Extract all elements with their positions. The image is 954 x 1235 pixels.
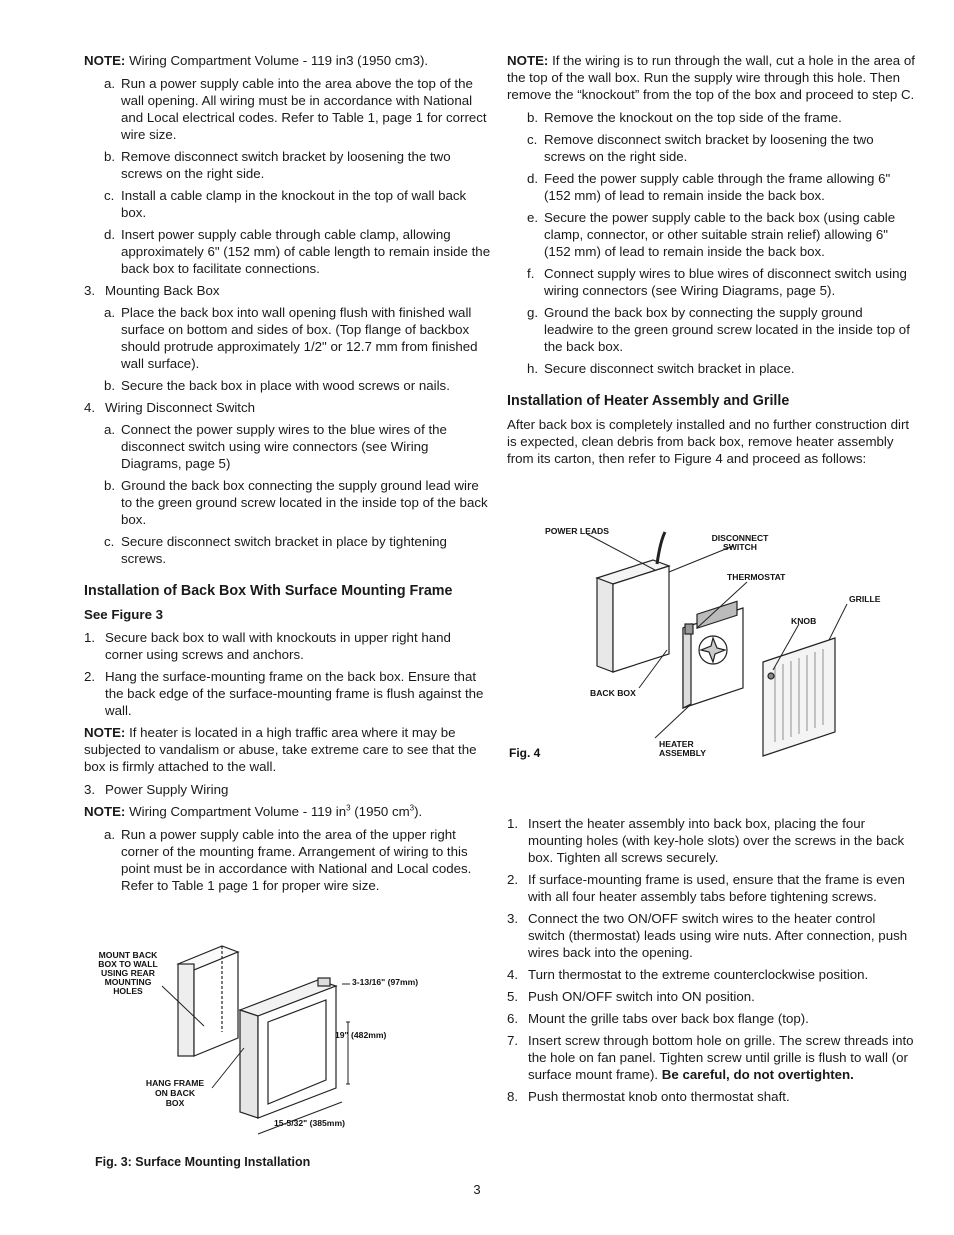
figure-3-surface-mounting bbox=[92, 938, 462, 1148]
item-text: Remove disconnect switch bracket by loosening the two screws on the right side. bbox=[544, 132, 874, 164]
left-column bbox=[84, 52, 492, 899]
item-label: h. bbox=[527, 361, 539, 376]
item-label: f. bbox=[527, 266, 535, 281]
fig3-text: HANG FRAME bbox=[145, 1078, 205, 1088]
step-text: Wiring Disconnect Switch bbox=[105, 400, 256, 415]
superscript: 3 bbox=[409, 803, 415, 813]
item-label: a. bbox=[104, 827, 116, 842]
step-number: 8. bbox=[507, 1089, 519, 1104]
note-label: NOTE: bbox=[84, 725, 126, 740]
list-item bbox=[84, 477, 492, 528]
step-number: 1. bbox=[84, 630, 96, 645]
list-item bbox=[84, 226, 492, 277]
fig3-text: ON BACK bbox=[154, 1088, 196, 1098]
list-item bbox=[507, 265, 915, 299]
note-wiring-volume-2 bbox=[84, 803, 492, 820]
note-label: NOTE: bbox=[84, 53, 126, 68]
item-label: c. bbox=[527, 132, 538, 147]
item-label: e. bbox=[527, 210, 539, 225]
step-text: Secure back box to wall with knockouts in upper right hand corner using screws and anchors. bbox=[105, 630, 451, 662]
list-item bbox=[507, 304, 915, 355]
list-item bbox=[84, 75, 492, 143]
note-wiring-through-wall bbox=[507, 52, 915, 103]
figure-4-drawing bbox=[507, 520, 917, 770]
item-text: Remove the knockout on the top side of the frame. bbox=[544, 110, 842, 125]
step-wiring-disconnect bbox=[84, 399, 492, 416]
list-item bbox=[507, 1032, 915, 1083]
step-text: Push ON/OFF switch into ON position. bbox=[528, 989, 755, 1004]
item-text: Feed the power supply cable through the frame allowing 6" (152 mm) of lead to remain inside the back box. bbox=[544, 171, 891, 203]
step-mounting-back-box bbox=[84, 282, 492, 299]
step-number: 2. bbox=[84, 669, 96, 684]
step-text: If surface-mounting frame is used, ensure that the frame is even with all four heater assembly tabs before tightening screws. bbox=[528, 872, 905, 904]
dimension-depth: 3-13/16" (97mm) bbox=[352, 977, 419, 987]
list-item bbox=[507, 109, 915, 126]
list-item bbox=[507, 815, 915, 866]
item-label: c. bbox=[104, 534, 115, 549]
fig4-text: HEATER bbox=[659, 739, 694, 749]
step-text: Hang the surface-mounting frame on the back box. Ensure that the back edge of the surface-mounting frame is flush against the wall. bbox=[105, 669, 484, 718]
item-label: b. bbox=[104, 378, 116, 393]
item-text: Secure disconnect switch bracket in place. bbox=[544, 361, 795, 376]
item-label: b. bbox=[104, 149, 116, 164]
label-back-box: BACK BOX bbox=[590, 688, 636, 698]
heater-steps bbox=[507, 815, 915, 1110]
item-label: a. bbox=[104, 422, 116, 437]
list-item bbox=[507, 360, 915, 377]
list-item bbox=[84, 377, 492, 394]
step-number: 2. bbox=[507, 872, 519, 887]
list-item bbox=[507, 988, 915, 1005]
section-heading-surface-mounting: Installation of Back Box With Surface Mounting Frame bbox=[84, 583, 453, 599]
label-heater-assembly bbox=[659, 739, 706, 758]
step-number: 4. bbox=[507, 967, 519, 982]
fig3-text: BOX bbox=[165, 1098, 185, 1108]
list-item bbox=[84, 148, 492, 182]
note-label: NOTE: bbox=[84, 804, 126, 819]
list-item bbox=[507, 1010, 915, 1027]
step-number: 6. bbox=[507, 1011, 519, 1026]
item-text: Secure disconnect switch bracket in place by tightening screws. bbox=[121, 534, 447, 566]
item-label: g. bbox=[527, 305, 539, 320]
mount-back-box-label bbox=[98, 950, 158, 996]
warning-text: Be careful, do not overtighten. bbox=[661, 1067, 854, 1082]
item-label: d. bbox=[527, 171, 539, 186]
item-label: b. bbox=[527, 110, 539, 125]
list-item bbox=[507, 910, 915, 961]
step-text: Insert screw through bottom hole on grille. The screw threads into the hole on fan panel. Tighten screw until grille is flush to wall (or surface mount frame). bbox=[528, 1033, 914, 1082]
fig3-text: HOLES bbox=[113, 986, 143, 996]
step-number: 3. bbox=[84, 782, 96, 797]
item-text: Run a power supply cable into the area of the upper right corner of the mounting frame. Arrangement of wiring to this point must be in accordance with National and Local codes. Refer to Table 1 page 1 for proper wire size. bbox=[121, 827, 472, 893]
step-text: Insert the heater assembly into back box, placing the four mounting holes (with key-hole slots) over the screws in the back box. Tighten all screws securely. bbox=[528, 816, 905, 865]
list-item bbox=[84, 629, 492, 663]
item-text: Install a cable clamp in the knockout in the top of wall back box. bbox=[121, 188, 467, 220]
list-item bbox=[84, 668, 492, 719]
item-label: a. bbox=[104, 305, 116, 320]
item-text: Run a power supply cable into the area above the top of the wall opening. All wiring must be in accordance with National and Local electrical codes. Refer to Table 1, page 1 for correct wire size. bbox=[121, 76, 487, 142]
note-text: ). bbox=[414, 804, 423, 819]
step-text: Power Supply Wiring bbox=[105, 782, 229, 797]
intro-paragraph: After back box is completely installed and no further construction dirt is expected, clean debris from back box, remove heater assembly from its carton, then refer to Figure 4 and proceed as follows: bbox=[507, 417, 910, 466]
fig3-text: MOUNTING bbox=[104, 977, 152, 987]
right-column bbox=[507, 52, 915, 472]
item-text: Secure the back box in place with wood screws or nails. bbox=[121, 378, 450, 393]
item-text: Remove disconnect switch bracket by loosening the two screws on the right side. bbox=[121, 149, 451, 181]
step-number: 3. bbox=[84, 283, 96, 298]
note-high-traffic bbox=[84, 724, 492, 775]
list-item bbox=[507, 871, 915, 905]
page-number: 3 bbox=[473, 1182, 481, 1197]
list-item bbox=[507, 131, 915, 165]
step-text: Mount the grille tabs over back box flange (top). bbox=[528, 1011, 809, 1026]
label-disconnect-switch bbox=[712, 533, 770, 552]
figure-4-caption: Fig. 4 bbox=[509, 746, 541, 760]
figure-3-drawing bbox=[92, 938, 462, 1148]
superscript: 3 bbox=[346, 803, 351, 813]
label-power-leads: POWER LEADS bbox=[545, 526, 609, 536]
list-item bbox=[507, 966, 915, 983]
fig4-text: SWITCH bbox=[723, 542, 757, 552]
hang-frame-label bbox=[146, 1078, 205, 1108]
item-label: c. bbox=[104, 188, 115, 203]
item-text: Place the back box into wall opening flush with finished wall surface on bottom and sides of box. (Top flange of backbox should protrude approximately 1/2" or 12.7 mm from finished wall surface). bbox=[121, 305, 478, 371]
fig3-text: MOUNT BACK bbox=[98, 950, 158, 960]
section-heading-heater-grille: Installation of Heater Assembly and Grille bbox=[507, 393, 790, 409]
step-number: 5. bbox=[507, 989, 519, 1004]
note-text: Wiring Compartment Volume - 119 in bbox=[125, 804, 347, 819]
note-text: (1950 cm bbox=[350, 804, 410, 819]
item-text: Ground the back box by connecting the supply ground leadwire to the green ground screw located in the inside top of the back box. bbox=[544, 305, 910, 354]
note-text: If the wiring is to run through the wall, cut a hole in the area of the top of the wall box. Run the supply wire through this hole. Then remove the “knockout” from the top of the box and proceed to step C. bbox=[507, 53, 915, 102]
step-number: 3. bbox=[507, 911, 519, 926]
list-item bbox=[84, 421, 492, 472]
step-text: Turn thermostat to the extreme counterclockwise position. bbox=[528, 967, 869, 982]
item-text: Connect supply wires to blue wires of disconnect switch using wiring connectors (see Wiring Diagrams, page 5). bbox=[544, 266, 907, 298]
step-number: 1. bbox=[507, 816, 519, 831]
fig4-text: ASSEMBLY bbox=[659, 748, 706, 758]
list-item bbox=[84, 533, 492, 567]
list-item bbox=[507, 1088, 915, 1105]
step-power-supply bbox=[84, 781, 492, 798]
dimension-height: 19" (482mm) bbox=[335, 1030, 387, 1040]
item-label: d. bbox=[104, 227, 116, 242]
item-text: Connect the power supply wires to the blue wires of the disconnect switch using wire connectors (see Wiring Diagrams, page 5) bbox=[121, 422, 447, 471]
note-text: If heater is located in a high traffic area where it may be subjected to vandalism or abuse, take extreme care to see that the box is firmly attached to the wall. bbox=[84, 725, 477, 774]
fig3-text: USING REAR bbox=[101, 968, 155, 978]
item-text: Insert power supply cable through cable clamp, allowing approximately 6" (152 mm) of cable length to remain inside the back box to facilitate connections. bbox=[121, 227, 491, 276]
label-thermostat: THERMOSTAT bbox=[727, 572, 786, 582]
item-text: Secure the power supply cable to the back box (using cable clamp, connector, or other suitable strain relief) allowing 6" (152 mm) of lead to remain inside the back box. bbox=[544, 210, 896, 259]
step-text: Push thermostat knob onto thermostat shaft. bbox=[528, 1089, 790, 1104]
list-c bbox=[84, 421, 492, 567]
item-text: Ground the back box connecting the supply ground lead wire to the green ground screw located in the inside top of the back box. bbox=[121, 478, 488, 527]
note-wiring-volume bbox=[84, 52, 492, 69]
step-number: 4. bbox=[84, 400, 96, 415]
note-text: Wiring Compartment Volume - 119 in3 (1950 cm3). bbox=[125, 53, 429, 68]
list-item bbox=[84, 304, 492, 372]
fig4-text: DISCONNECT bbox=[711, 533, 769, 543]
label-grille: GRILLE bbox=[849, 594, 881, 604]
list-item bbox=[84, 826, 492, 894]
label-knob: KNOB bbox=[791, 616, 817, 626]
list-right bbox=[507, 109, 915, 377]
figure-3-caption: Fig. 3: Surface Mounting Installation bbox=[95, 1155, 311, 1169]
list-item bbox=[84, 187, 492, 221]
step-number: 7. bbox=[507, 1033, 519, 1048]
see-figure-label: See Figure 3 bbox=[84, 607, 164, 622]
item-label: b. bbox=[104, 478, 116, 493]
item-label: a. bbox=[104, 76, 116, 91]
note-label: NOTE: bbox=[507, 53, 549, 68]
fig3-text: BOX TO WALL bbox=[98, 959, 158, 969]
list-a bbox=[84, 75, 492, 277]
dimension-width: 15-5/32" (385mm) bbox=[274, 1118, 345, 1128]
step-text: Connect the two ON/OFF switch wires to the heater control switch (thermostat) leads using wire nuts. After connection, push wires back into the opening. bbox=[528, 911, 908, 960]
list-item bbox=[507, 170, 915, 204]
list-b bbox=[84, 304, 492, 394]
list-item bbox=[507, 209, 915, 260]
step-text: Mounting Back Box bbox=[105, 283, 220, 298]
figure-4-heater-assembly bbox=[507, 520, 917, 770]
